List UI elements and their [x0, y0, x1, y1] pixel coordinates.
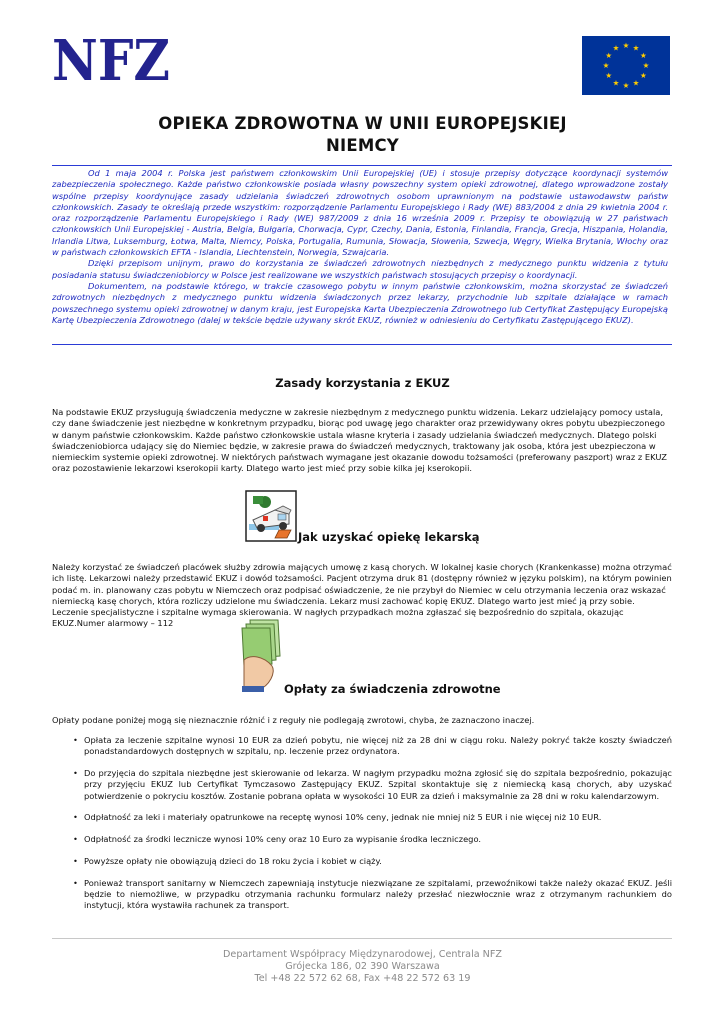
money-hand-icon [240, 616, 282, 694]
eu-star-icon: ★ [632, 78, 640, 88]
intro-text [52, 168, 668, 326]
intro-bottom-divider [52, 344, 672, 345]
eu-star-icon: ★ [612, 78, 620, 88]
bullet-icon: • [73, 812, 78, 823]
eu-star-icon: ★ [622, 81, 630, 90]
intro-top-divider [52, 165, 672, 166]
page-title-line1: OPIEKA ZDROWOTNA W UNII EUROPEJSKIEJ [158, 114, 567, 133]
eu-star-icon: ★ [642, 61, 650, 70]
list-item [52, 812, 672, 823]
section-medical-care-paragraph: Należy korzystać ze świadczeń placówek służby zdrowia mających umowę z kasą chorych. W lokalnej kasie chorych (Krankenkasse) można otrzymać ich listę. Lekarzowi należy przedstawić EKUZ i dowód tożsamości. Pacjent otrzyma druk 81 (dostępny również w języku polskim), na którym powinien podać m. in. planowany czas pobytu w Niemczech oraz podpisać oświadczenie, że nie przybył do Niemiec w celu otrzymania leczenia oraz wskazać niemiecką kasę chorych, która rozliczy udzielone mu świadczenia. Lekarz musi zachować kopię EKUZ. Dlatego warto jest mieć ją przy sobie. Leczenie specjalistyczne i szpitalne wymaga skierowania. W nagłych przypadkach można zgłaszać się bezpośrednio do szpitala, okazując EKUZ.Numer alarmowy – 112 [52, 562, 672, 629]
fees-bullet-list [52, 735, 672, 922]
list-item [52, 735, 672, 758]
eu-star-icon: ★ [639, 71, 647, 80]
ambulance-icon [245, 490, 297, 542]
section-fees-intro [52, 715, 672, 726]
intro-paragraph-3: Dokumentem, na podstawie którego, w trakcie czasowego pobytu w innym państwie członkowskim, można skorzystać ze świadczeń zdrowotnych niezbędnych z medycznego punktu widzenia świadczonych przez lekarzy, przychodnie lub szpitale działające w ramach powszechnego systemu opieki zdrowotnej w danym kraju, jest Europejska Karta Ubezpieczenia Zdrowotnego lub Certyfikat Zastępujący Europejską Kartę Ubezpieczenia Zdrowotnego (dalej w tekście będzie używany skrót EKUZ, również w odniesieniu do Certyfikatu Zastępującego EKUZ). [52, 280, 668, 325]
footer-contact: Tel +48 22 572 62 68, Fax +48 22 572 63 19 [254, 973, 471, 985]
list-item-text: Do przyjęcia do szpitala niezbędne jest skierowanie od lekarza. W nagłym przypadku można zgłosić się do szpitala bezpośrednio, pokazując przy przyjęciu EKUZ lub Certyfikat Tymczasowo Zastępujący EKUZ. Szpital skontaktuje się z niemiecką kasą chorych, aby uzyskać potwierdzenie o pokryciu kosztów. Zostanie pobrana opłata w wysokości 10 EUR za dzień i maksymalnie za 28 dni w roku kalendarzowym. [84, 768, 672, 801]
intro-paragraph-2: Dzięki przepisom unijnym, prawo do korzystania ze świadczeń zdrowotnych niezbędnych z medycznego punktu widzenia z tytułu posiadania statusu świadczeniobiorcy w Polsce jest realizowane we wszystkich państwach stosujących przepisy o koordynacji. [52, 258, 668, 280]
list-item-text: Opłata za leczenie szpitalne wynosi 10 EUR za dzień pobytu, nie więcej niż za 28 dni w ciągu roku. Należy pokryć także koszty świadczeń ponadstandardowych dostępnych w szpitalu, np. leczenie przez ordynatora. [84, 735, 672, 757]
eu-star-icon: ★ [605, 71, 613, 80]
list-item-text: Ponieważ transport sanitarny w Niemczech zapewniają instytucje niezwiązane ze szpitalami, przewoźnikowi także należy okazać EKUZ. Jeśli będzie to niemożliwe, w przypadku otrzymania rachunku formularz należy przesłać niezwłocznie wraz z otrzymanym rachunkiem do instytucji, która wystawiła rachunek za transport. [84, 877, 672, 911]
bullet-icon: • [73, 877, 78, 888]
section-medical-care-text [52, 562, 672, 630]
footer-department: Departament Współpracy Międzynarodowej, Centrala NFZ [223, 949, 502, 960]
intro-paragraph-1: Od 1 maja 2004 r. Polska jest państwem członkowskim Unii Europejskiej (UE) i stosuje przepisy dotyczące koordynacji systemów zabezpieczenia społecznego. Każde państwo członkowskie posiada własny powszechny system opieki zdrowotnej, dlatego wprowadzone zostały wspólne przepisy koordynujące zasady udzielania świadczeń zdrowotnych osobom uprawnionym na podstawie ustawodawstw państw członkowskich. Zasady te określają przede wszystkim: rozporządzenie Parlamentu Europejskiego i Rady (WE) 883/2004 z dnia 29 kwietnia 2004 r. oraz rozporządzenie Parlamentu Europejskiego i Rady (WE) 987/2009 z dnia 16 września 2009 r. Przepisy te obowiązują w 27 państwach członkowskich Unii Europejskiej - Austria, Belgia, Bułgaria, Chorwacja, Cypr, Czechy, Dania, Estonia, Finlandia, Francja, Grecja, Hiszpania, Holandia, Irlandia Litwa, Luksemburg, Łotwa, Malta, Niemcy, Polska, Portugalia, Rumunia, Słowacja, Słowenia, Szwecja, Węgry, Wielka Brytania, Włochy oraz w państwach członkowskich EFTA - Islandia, Liechtenstein, Norwegia, Szwajcaria. [52, 168, 668, 258]
page-title [0, 113, 725, 157]
bullet-icon: • [73, 735, 78, 745]
eu-star-icon: ★ [612, 43, 620, 53]
eu-star-icon: ★ [602, 61, 610, 70]
list-item [52, 856, 672, 867]
page-title-line2: NIEMCY [326, 136, 399, 155]
footer-divider [52, 938, 672, 939]
list-item [52, 878, 672, 912]
eu-star-icon: ★ [622, 41, 630, 50]
footer [0, 949, 725, 986]
bullet-icon: • [73, 834, 78, 845]
bullet-icon: • [73, 768, 78, 779]
list-item [52, 834, 672, 845]
footer-address: Grójecka 186, 02 390 Warszawa [285, 961, 440, 973]
section-fees-intro-text: Opłaty podane poniżej mogą się nieznacznie różnić i z reguły nie podlegają zwrotowi, chyba, że zaznaczono inaczej. [52, 715, 535, 725]
bullet-icon: • [73, 856, 78, 867]
section-heading-medical-care: Jak uzyskać opiekę lekarską [298, 530, 480, 544]
eu-star-icon: ★ [605, 51, 613, 60]
section-ekuz-paragraph: Na podstawie EKUZ przysługują świadczenia medyczne w zakresie niezbędnym z medycznego punktu widzenia. Lekarz udzielający pomocy ustala, czy dane świadczenie jest niezbędne w konkretnym przypadku, biorąc pod uwagę jego charakter oraz przewidywany okres pobytu ubezpieczonego w danym państwie członkowskim. Każde państwo członkowskie ustala własne kryteria i zasady udzielania świadczeń medycznych. Dlatego polski świadczeniobiorca udający się do Niemiec będzie, w zakresie prawa do świadczeń medycznych, traktowany jak osoba, która jest ubezpieczona w niemieckim systemie opieki zdrowotnej. W niektórych państwach wymagane jest okazanie dowodu tożsamości (preferowany paszport) wraz z EKUZ oraz pozostawienie lekarzowi kserokopii karty. Dlatego warto jest mieć przy sobie kilka jej kserokopii. [52, 407, 667, 474]
list-item-text: Powyższe opłaty nie obowiązują dzieci do 18 roku życia i kobiet w ciąży. [84, 856, 382, 867]
list-item-text: Odpłatność za leki i materiały opatrunkowe na receptę wynosi 10% ceny, jednak nie mniej niż 5 EUR i nie więcej niż 10 EUR. [84, 812, 602, 823]
nfz-logo-text: NFZ [52, 34, 170, 86]
eu-star-icon: ★ [632, 43, 640, 53]
eu-star-icon: ★ [639, 51, 647, 60]
section-heading-fees: Opłaty za świadczenia zdrowotne [284, 682, 501, 696]
list-item [52, 768, 672, 802]
eu-flag-icon [582, 36, 670, 95]
section-heading-ekuz: Zasady korzystania z EKUZ [275, 376, 450, 390]
nfz-logo [52, 34, 172, 86]
section-ekuz-text [52, 407, 672, 475]
list-item-text: Odpłatność za środki lecznicze wynosi 10% ceny oraz 10 Euro za wypisanie środka leczniczego. [84, 834, 482, 845]
